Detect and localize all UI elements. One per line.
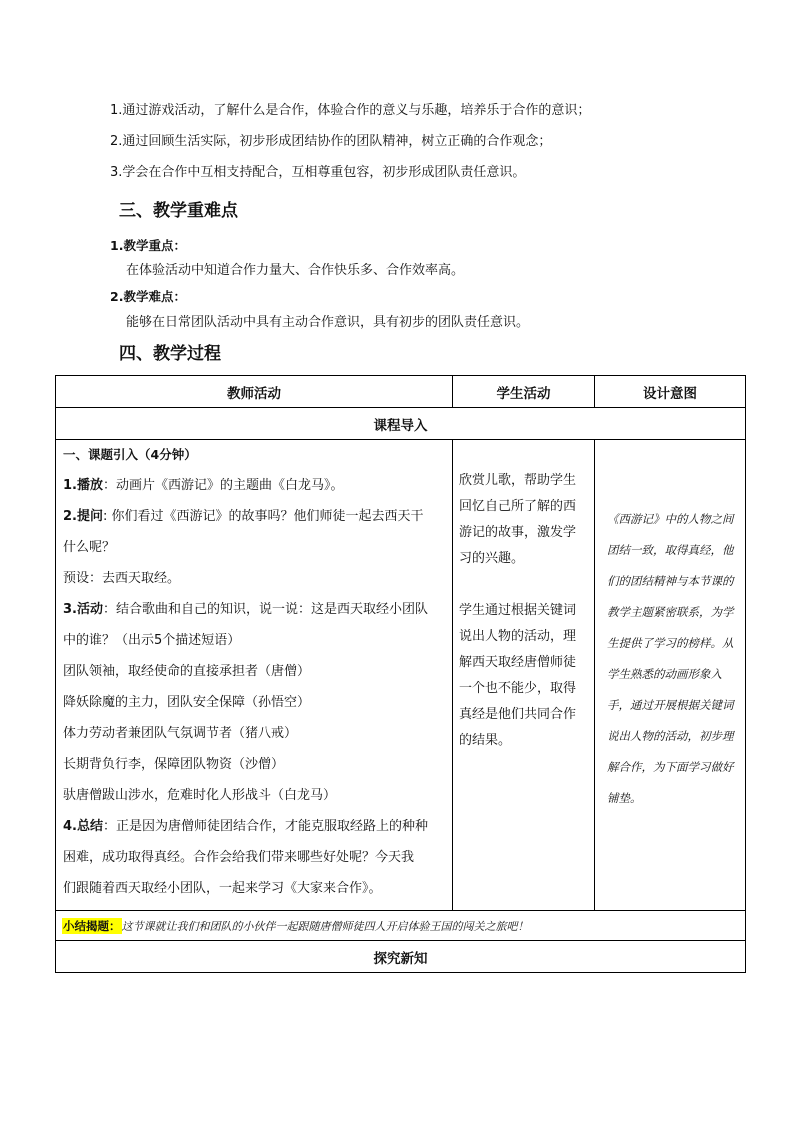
header-student: 学生活动 <box>453 376 595 408</box>
step-summary: 4.总结：正是因为唐僧师徒团结合作，才能克服取经路上的种种 <box>63 819 428 834</box>
section-intro-title: 课程导入 <box>56 408 746 440</box>
teacher-activity-cell <box>56 440 453 911</box>
preset-answer: 预设：去西天取经。 <box>63 571 181 586</box>
step-ask: 2.提问: 你们看过《西游记》的故事吗？他们师徒一起去西天干 <box>63 509 424 524</box>
section-row-explore <box>56 941 746 973</box>
key-point-label: 1.教学重点： <box>110 238 186 253</box>
objective-2: 2.通过回顾生活实际，初步形成团结协作的团队精神，树立正确的合作观念； <box>110 134 552 149</box>
section-4-heading: 四、教学过程 <box>119 344 221 364</box>
summary-tag: 小结揭题： <box>63 918 121 933</box>
header-intent: 设计意图 <box>595 376 746 408</box>
role-item: 体力劳动者兼团队气氛调节者（猪八戒） <box>63 726 298 741</box>
table-header-row <box>56 376 746 408</box>
section-row-intro <box>56 408 746 440</box>
step-summary-cont: 困难，成功取得真经。合作会给我们带来哪些好处呢？今天我 <box>63 850 415 865</box>
objective-1: 1.通过游戏活动，了解什么是合作，体验合作的意义与乐趣，培养乐于合作的意识； <box>110 103 591 118</box>
student-activity-2: 学生通过根据关键词说出人物的活动，理解西天取经唐僧师徒一个也不能少，取得真经是他们共同合作的结果。 <box>459 603 577 748</box>
step-play: 1.播放：动画片《西游记》的主题曲《白龙马》。 <box>63 478 344 493</box>
topic-intro-title: 一、课题引入（4分钟） <box>63 447 197 462</box>
table-row <box>56 440 746 911</box>
step-ask-cont: 什么呢？ <box>63 540 116 555</box>
role-item: 长期背负行李，保障团队物资（沙僧） <box>63 757 285 772</box>
design-intent-cell: 《西游记》中的人物之间团结一致，取得真经，他们的团结精神与本节课的教学主题紧密联系，为学生提供了学习的榜样。从学生熟悉的动画形象入手，通过开展根据关键词说出人物的活动，初步理解合作，为下面学习做好铺垫。 <box>595 440 746 911</box>
objective-3: 3.学会在合作中互相支持配合，互相尊重包容，初步形成团队责任意识。 <box>110 165 526 180</box>
summary-text: 这节课就让我们和团队的小伙伴一起跟随唐僧师徒四人开启体验王国的闯关之旅吧！ <box>121 919 529 933</box>
section-explore-title: 探究新知 <box>56 941 746 973</box>
step-activity-cont: 中的谁？（出示5个描述短语） <box>63 633 241 648</box>
difficult-point-text: 能够在日常团队活动中具有主动合作意识，具有初步的团队责任意识。 <box>126 315 530 330</box>
role-item: 团队领袖，取经使命的直接承担者（唐僧） <box>63 664 311 679</box>
step-summary-cont: 们跟随着西天取经小团队，一起来学习《大家来合作》。 <box>63 881 382 896</box>
student-activity-1: 欣赏儿歌，帮助学生回忆自己所了解的西游记的故事，激发学习的兴趣。 <box>459 473 577 566</box>
section-3-heading: 三、教学重难点 <box>119 201 238 221</box>
teaching-process-table <box>55 375 746 973</box>
role-item: 降妖除魔的主力，团队安全保障（孙悟空） <box>63 695 311 710</box>
header-teacher: 教师活动 <box>56 376 453 408</box>
role-item: 驮唐僧跋山涉水，危难时化人形战斗（白龙马） <box>63 788 337 803</box>
difficult-point-label: 2.教学难点： <box>110 289 186 304</box>
summary-cell <box>56 911 746 941</box>
student-activity-cell <box>453 440 595 911</box>
summary-row <box>56 911 746 941</box>
key-point-text: 在体验活动中知道合作力量大、合作快乐多、合作效率高。 <box>126 263 465 278</box>
step-activity: 3.活动：结合歌曲和自己的知识，说一说：这是西天取经小团队 <box>63 602 428 617</box>
